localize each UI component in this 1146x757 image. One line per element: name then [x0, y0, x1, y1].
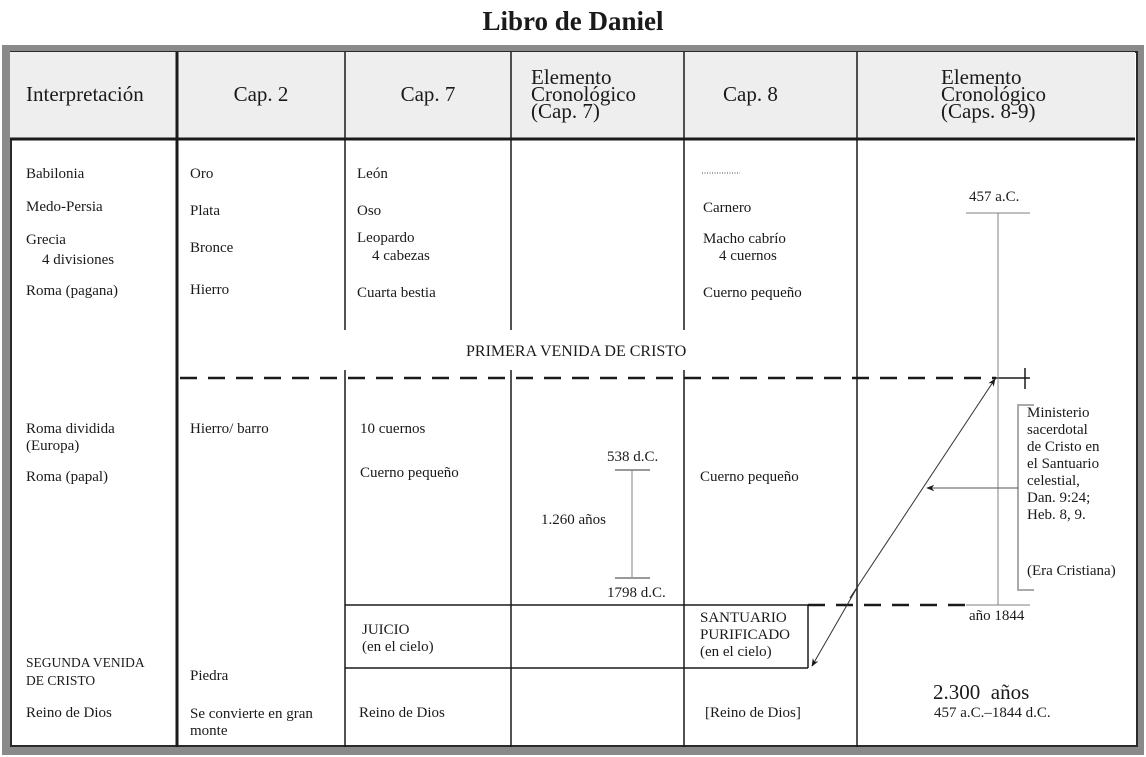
medo-persia-label: Medo-Persia — [26, 199, 103, 215]
header-elemento-cap7: Elemento Cronológico (Cap. 7) — [531, 65, 636, 123]
segunda-venida-label-1: SEGUNDA VENIDA — [26, 655, 145, 670]
babilonia-label: Babilonia — [26, 166, 85, 182]
carnero-label: Carnero — [703, 200, 752, 216]
periodo-2300-label: 2.300 años — [933, 680, 1030, 704]
fecha-457-label: 457 a.C. — [969, 189, 1020, 205]
fecha-1844-label: año 1844 — [969, 608, 1025, 624]
plata-label: Plata — [190, 203, 220, 219]
oro-label: Oro — [190, 166, 214, 182]
diez-cuernos-label: 10 cuernos — [360, 421, 426, 437]
hierro-label: Hierro — [190, 282, 230, 298]
gran-monte-label-2: monte — [190, 723, 228, 739]
header-cap8: Cap. 8 — [723, 82, 778, 106]
segunda-venida-label-2: DE CRISTO — [26, 673, 96, 688]
era-cristiana-label: (Era Cristiana) — [1027, 563, 1116, 579]
juicio-label: JUICIO — [362, 622, 410, 638]
juicio-sub-label: (en el cielo) — [362, 639, 434, 655]
europa-label: (Europa) — [26, 438, 80, 454]
rango-2300-label: 457 a.C.–1844 d.C. — [934, 705, 1051, 721]
reino-dios-cap7-label: Reino de Dios — [359, 705, 445, 721]
header-interpretacion: Interpretación — [26, 82, 144, 106]
ministerio-note: Ministerio sacerdotal de Cristo en el Santuario celestial, Dan. 9:24; Heb. 8, 9. — [1027, 405, 1100, 523]
header-elemento-caps89: Elemento Cronológico (Caps. 8-9) — [941, 65, 1046, 123]
reino-dios-interp-label: Reino de Dios — [26, 705, 112, 721]
header-cap2: Cap. 2 — [233, 82, 289, 106]
macho-cabrio-label: Macho cabrío — [703, 231, 786, 247]
oso-label: Oso — [357, 203, 382, 219]
roma-pagana-label: Roma (pagana) — [26, 283, 119, 299]
santuario-label-3: (en el cielo) — [700, 644, 772, 660]
reino-dios-cap8-label: [Reino de Dios] — [705, 705, 801, 721]
primera-venida-label: PRIMERA VENIDA DE CRISTO — [466, 343, 687, 360]
fecha-1798-label: 1798 d.C. — [607, 585, 666, 601]
cuerno-pequeno-cap8-label-1: Cuerno pequeño — [703, 285, 802, 301]
santuario-label-2: PURIFICADO — [700, 627, 791, 643]
grecia-label: Grecia — [26, 232, 66, 248]
fecha-538-label: 538 d.C. — [607, 449, 659, 465]
cuerno-pequeno-cap7-label: Cuerno pequeño — [360, 465, 459, 481]
gran-monte-label-1: Se convierte en gran — [190, 706, 313, 722]
piedra-label: Piedra — [190, 668, 229, 684]
grecia-divisiones-label: 4 divisiones — [42, 252, 115, 268]
page-title: Libro de Daniel — [482, 6, 664, 36]
hierro-barro-label: Hierro/ barro — [190, 421, 269, 437]
cuerno-pequeno-cap8-label-2: Cuerno pequeño — [700, 469, 799, 485]
bronce-label: Bronce — [190, 240, 234, 256]
macho-cabrio-cuernos-label: 4 cuernos — [719, 248, 777, 264]
leon-label: León — [357, 166, 388, 182]
roma-dividida-label: Roma dividida — [26, 421, 115, 437]
cuarta-bestia-label: Cuarta bestia — [357, 285, 436, 301]
periodo-1260-label: 1.260 años — [541, 512, 606, 528]
header-cap7: Cap. 7 — [400, 82, 456, 106]
santuario-label-1: SANTUARIO — [700, 610, 787, 626]
roma-papal-label: Roma (papal) — [26, 469, 109, 485]
leopardo-label: Leopardo — [357, 230, 415, 246]
leopardo-cabezas-label: 4 cabezas — [372, 248, 430, 264]
